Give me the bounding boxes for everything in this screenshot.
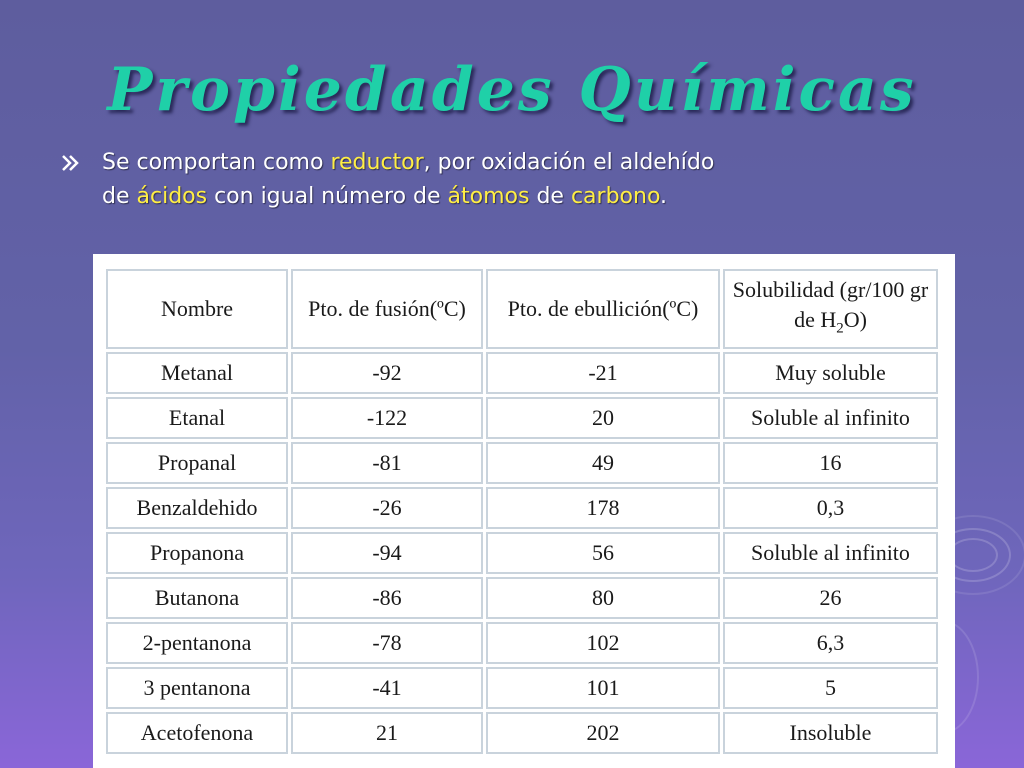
cell-boiling-point: 178 bbox=[486, 487, 720, 529]
cell-name: 2-pentanona bbox=[106, 622, 288, 664]
cell-fusion-point: 21 bbox=[291, 712, 483, 754]
cell-solubility: 6,3 bbox=[723, 622, 938, 664]
cell-fusion-point: -41 bbox=[291, 667, 483, 709]
highlight-atomos: átomos bbox=[447, 184, 530, 209]
highlight-acidos: ácidos bbox=[136, 184, 208, 209]
cell-boiling-point: 80 bbox=[486, 577, 720, 619]
header-solubility-text: Solubilidad (gr/100 gr de H bbox=[732, 276, 929, 332]
bullet-text-segment: de bbox=[102, 184, 137, 209]
bullet-text-segment: con igual número de bbox=[207, 184, 448, 209]
cell-solubility: Insoluble bbox=[723, 712, 938, 754]
cell-fusion-point: -122 bbox=[291, 397, 483, 439]
table-header-row bbox=[106, 269, 938, 349]
cell-fusion-point: -78 bbox=[291, 622, 483, 664]
highlight-reductor: reductor bbox=[330, 150, 424, 175]
bullet-text-segment: Se comportan como bbox=[102, 150, 331, 175]
highlight-carbono: carbono bbox=[570, 184, 661, 209]
cell-name: Benzaldehido bbox=[106, 487, 288, 529]
table-row bbox=[106, 352, 938, 394]
cell-boiling-point: 49 bbox=[486, 442, 720, 484]
bullet-point bbox=[60, 146, 900, 214]
cell-solubility: Soluble al infinito bbox=[723, 397, 938, 439]
header-fusion: Pto. de fusión(ºC) bbox=[291, 269, 483, 349]
bullet-line-1 bbox=[102, 146, 714, 180]
cell-fusion-point: -92 bbox=[291, 352, 483, 394]
properties-table-panel bbox=[93, 254, 955, 768]
bullet-text-segment: . bbox=[660, 184, 668, 209]
cell-name: Etanal bbox=[106, 397, 288, 439]
cell-solubility: 5 bbox=[723, 667, 938, 709]
subscript-2: 2 bbox=[836, 320, 844, 337]
table-row bbox=[106, 667, 938, 709]
properties-table bbox=[103, 266, 941, 757]
header-solubility bbox=[723, 269, 938, 349]
arrow-bullet-icon bbox=[60, 153, 82, 173]
header-name: Nombre bbox=[106, 269, 288, 349]
cell-solubility: 0,3 bbox=[723, 487, 938, 529]
cell-boiling-point: 102 bbox=[486, 622, 720, 664]
cell-boiling-point: -21 bbox=[486, 352, 720, 394]
bullet-text bbox=[102, 146, 714, 214]
cell-name: Butanona bbox=[106, 577, 288, 619]
cell-fusion-point: -94 bbox=[291, 532, 483, 574]
cell-boiling-point: 20 bbox=[486, 397, 720, 439]
cell-name: Propanona bbox=[106, 532, 288, 574]
cell-boiling-point: 202 bbox=[486, 712, 720, 754]
cell-name: Acetofenona bbox=[106, 712, 288, 754]
cell-solubility: Muy soluble bbox=[723, 352, 938, 394]
table-row bbox=[106, 442, 938, 484]
bullet-text-segment: de bbox=[529, 184, 571, 209]
cell-name: Propanal bbox=[106, 442, 288, 484]
cell-name: 3 pentanona bbox=[106, 667, 288, 709]
cell-fusion-point: -86 bbox=[291, 577, 483, 619]
table-row bbox=[106, 487, 938, 529]
table-row bbox=[106, 622, 938, 664]
cell-solubility: 16 bbox=[723, 442, 938, 484]
slide-title: Propiedades Químicas bbox=[107, 55, 917, 125]
table-row bbox=[106, 397, 938, 439]
cell-name: Metanal bbox=[106, 352, 288, 394]
cell-fusion-point: -26 bbox=[291, 487, 483, 529]
cell-fusion-point: -81 bbox=[291, 442, 483, 484]
table-row bbox=[106, 712, 938, 754]
table-row bbox=[106, 532, 938, 574]
cell-boiling-point: 101 bbox=[486, 667, 720, 709]
header-boiling: Pto. de ebullición(ºC) bbox=[486, 269, 720, 349]
table-row bbox=[106, 577, 938, 619]
cell-solubility: 26 bbox=[723, 577, 938, 619]
table-body bbox=[106, 352, 938, 754]
bullet-text-segment: , por oxidación el aldehído bbox=[423, 150, 715, 175]
bullet-line-2 bbox=[102, 180, 714, 214]
cell-boiling-point: 56 bbox=[486, 532, 720, 574]
cell-solubility: Soluble al infinito bbox=[723, 532, 938, 574]
header-solubility-suffix: O) bbox=[843, 306, 867, 332]
